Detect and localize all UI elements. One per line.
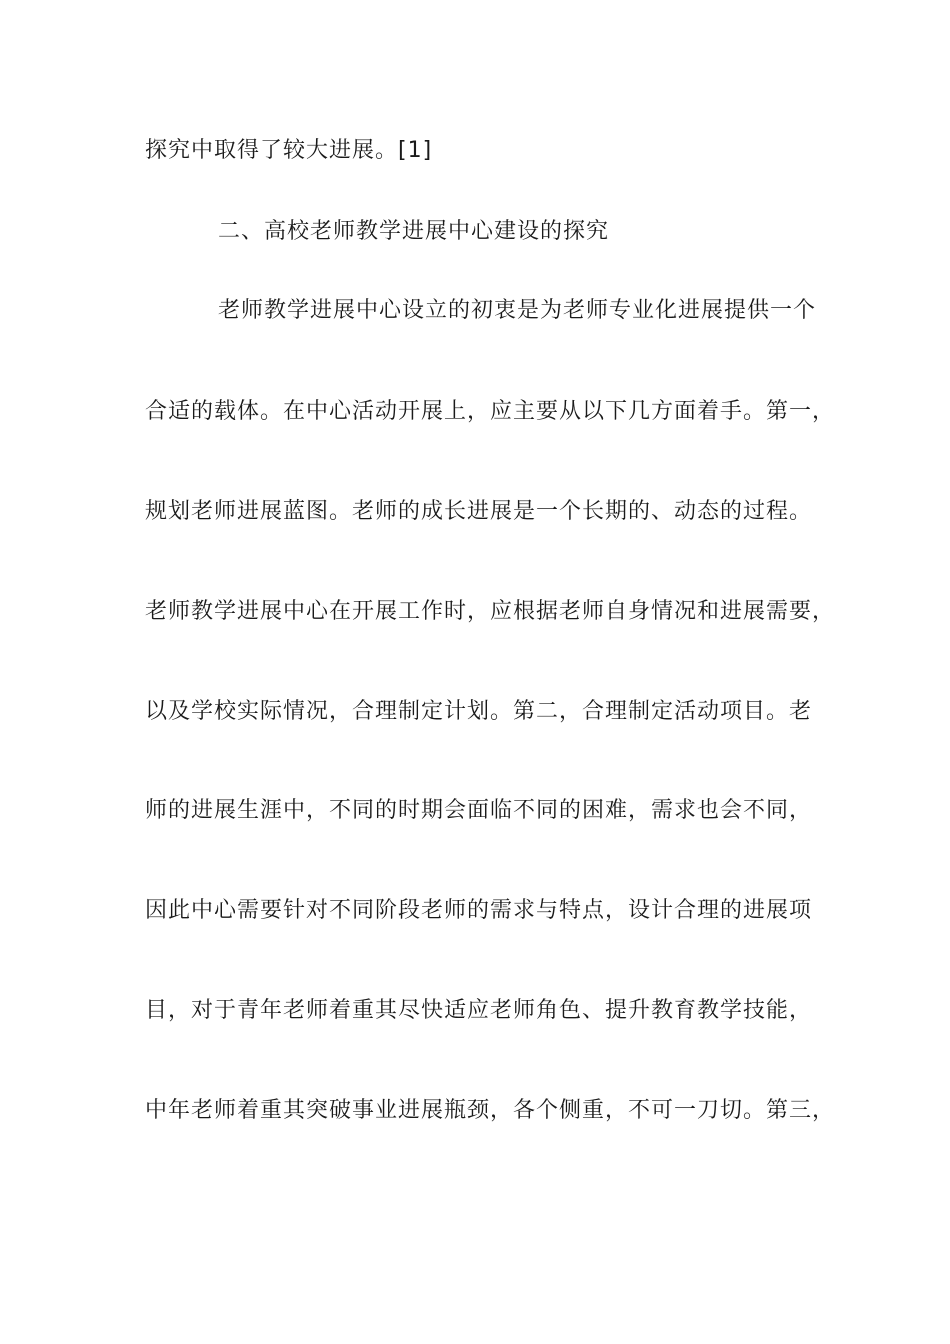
paragraph-line: 合适的载体。在中心活动开展上，应主要从以下几方面着手。第一， [145, 399, 836, 424]
paragraph-line: 目，对于青年老师着重其尽快适应老师角色、提升教育教学技能， [145, 998, 813, 1023]
paragraph-line: 以及学校实际情况，合理制定计划。第二，合理制定活动项目。老 [145, 699, 813, 724]
paragraph-line: 中年老师着重其突破事业进展瓶颈，各个侧重，不可一刀切。第三， [145, 1098, 836, 1123]
paragraph-line: 因此中心需要针对不同阶段老师的需求与特点，设计合理的进展项 [145, 898, 813, 923]
paragraph-line: 规划老师进展蓝图。老师的成长进展是一个长期的、动态的过程。 [145, 499, 813, 524]
paragraph-line: 探究中取得了较大进展。[1] [145, 138, 433, 163]
paragraph-line: 老师教学进展中心在开展工作时，应根据老师自身情况和进展需要， [145, 599, 836, 624]
paragraph-line: 师的进展生涯中，不同的时期会面临不同的困难，需求也会不同， [145, 798, 813, 823]
paragraph-line: 老师教学进展中心设立的初衷是为老师专业化进展提供一个 [218, 298, 817, 323]
section-heading: 二、高校老师教学进展中心建设的探究 [218, 219, 610, 244]
